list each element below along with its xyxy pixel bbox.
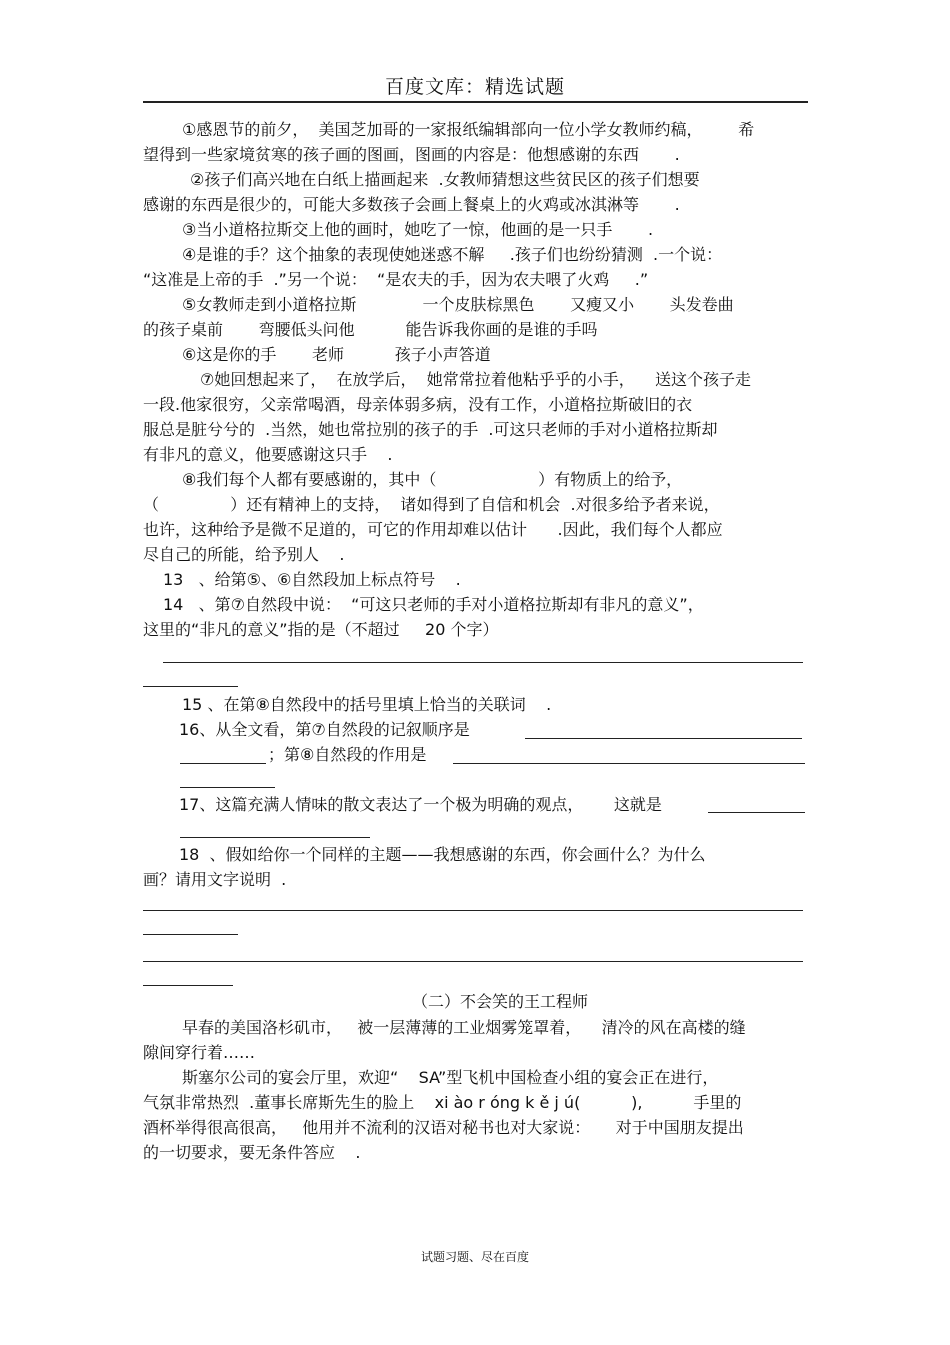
- text-line: ⑧我们每个人都有要感谢的，其中（ ）有物质上的给予，: [182, 470, 683, 489]
- text-line: ⑤女教师走到小道格拉斯 一个皮肤棕黑色 又瘦又小 头发卷曲: [182, 295, 734, 314]
- answer-line-q16-role[interactable]: [453, 763, 805, 764]
- answer-line-q17-cont[interactable]: [180, 837, 370, 838]
- text-line: 感谢的东西是很少的，可能大多数孩子会画上餐桌上的火鸡或冰淇淋等 .: [143, 195, 680, 214]
- page-footer: 试题习题、尽在百度: [420, 1250, 529, 1264]
- text-line: 也许，这种给予是微不足道的，可它的作用却难以估计 .因此，我们每个人都应: [143, 520, 723, 539]
- question-18-cont: 画？请用文字说明 .: [143, 870, 287, 889]
- text-line: 早春的美国洛杉矶市， 被一层薄薄的工业烟雾笼罩着， 清冷的风在高楼的缝: [182, 1018, 746, 1037]
- question-14-cont: 这里的“非凡的意义”指的是（不超过 20 个字）: [143, 620, 499, 639]
- text-line: ②孩子们高兴地在白纸上描画起来 .女教师猜想这些贫民区的孩子们想要: [190, 170, 700, 189]
- answer-line-q16-order-cont[interactable]: [180, 763, 266, 764]
- question-13: 13 、给第⑤、⑥自然段加上标点符号 .: [163, 570, 461, 589]
- text-line-pinyin: 气氛非常热烈 .董事长席斯先生的脸上 xi ào r óng k ě j ú( ), 手里的: [143, 1093, 742, 1112]
- section-title: （二）不会笑的王工程师: [412, 992, 589, 1011]
- text-line: ③当小道格拉斯交上他的画时，她吃了一惊，他画的是一只手 .: [182, 220, 654, 239]
- text-line: ①感恩节的前夕， 美国芝加哥的一家报纸编辑部向一位小学女教师约稿， 希: [182, 120, 755, 139]
- text-line: 酒杯举得很高很高， 他用并不流利的汉语对秘书也对大家说： 对于中国朋友提出: [143, 1118, 744, 1137]
- page-header-title: 百度文库：精选试题: [384, 76, 565, 98]
- text-line: 一段.他家很穷，父亲常喝酒，母亲体弱多病，没有工作，小道格拉斯破旧的衣: [143, 395, 693, 414]
- text-line: 的孩子桌前 弯腰低头问他 能告诉我你画的是谁的手吗: [143, 320, 598, 339]
- question-16: 16、从全文看，第⑦自然段的记叙顺序是: [179, 720, 470, 739]
- text-line: ⑥这是你的手 老师 孩子小声答道: [182, 345, 491, 364]
- question-14: 14 、第⑦自然段中说： “可这只老师的手对小道格拉斯却有非凡的意义”，: [163, 595, 704, 614]
- question-18: 18 、假如给你一个同样的主题——我想感谢的东西，你会画什么？为什么: [179, 845, 706, 864]
- text-line: ⑦她回想起来了， 在放学后， 她常常拉着他粘乎乎的小手， 送这个孩子走: [200, 370, 752, 389]
- question-17: 17、这篇充满人情味的散文表达了一个极为明确的观点， 这就是: [179, 795, 662, 814]
- answer-line-q18-2-short[interactable]: [143, 985, 233, 986]
- text-line: 有非凡的意义，他要感谢这只手 .: [143, 445, 393, 464]
- text-line: 望得到一些家境贫寒的孩子画的图画，图画的内容是：他想感谢的东西 .: [143, 145, 680, 164]
- text-line: 尽自己的所能，给予别人 .: [143, 545, 345, 564]
- text-line: ④是谁的手？这个抽象的表现使她迷惑不解 .孩子们也纷纷猜测 .一个说：: [182, 245, 723, 264]
- answer-line-q18-1[interactable]: [143, 910, 803, 911]
- answer-line-q18-2[interactable]: [143, 961, 803, 962]
- text-line: 服总是脏兮兮的 .当然，她也常拉别的孩子的手 .可这只老师的手对小道格拉斯却: [143, 420, 718, 439]
- answer-line-q14[interactable]: [163, 662, 803, 663]
- answer-line-q18-1-short[interactable]: [143, 934, 238, 935]
- answer-line-q17[interactable]: [708, 812, 805, 813]
- text-line: 隙间穿行着……: [143, 1043, 256, 1062]
- answer-line-q14-short[interactable]: [143, 686, 238, 687]
- text-line: “这准是上帝的手 .”另一个说： “是农夫的手，因为农夫喂了火鸡 .”: [143, 270, 649, 289]
- text-line: 斯塞尔公司的宴会厅里，欢迎“ SA”型飞机中国检查小组的宴会正在进行，: [182, 1068, 719, 1087]
- header-rule: [143, 101, 808, 103]
- question-15: 15 、在第⑧自然段中的括号里填上恰当的关联词 .: [182, 695, 552, 714]
- text-line: 的一切要求，要无条件答应 .: [143, 1143, 361, 1162]
- answer-line-q16-role-cont[interactable]: [180, 787, 275, 788]
- question-16-b: ；第⑧自然段的作用是: [268, 745, 427, 764]
- text-line: （ ）还有精神上的支持， 诸如得到了自信和机会 .对很多给予者来说，: [143, 495, 720, 514]
- answer-line-q16-order[interactable]: [525, 738, 802, 739]
